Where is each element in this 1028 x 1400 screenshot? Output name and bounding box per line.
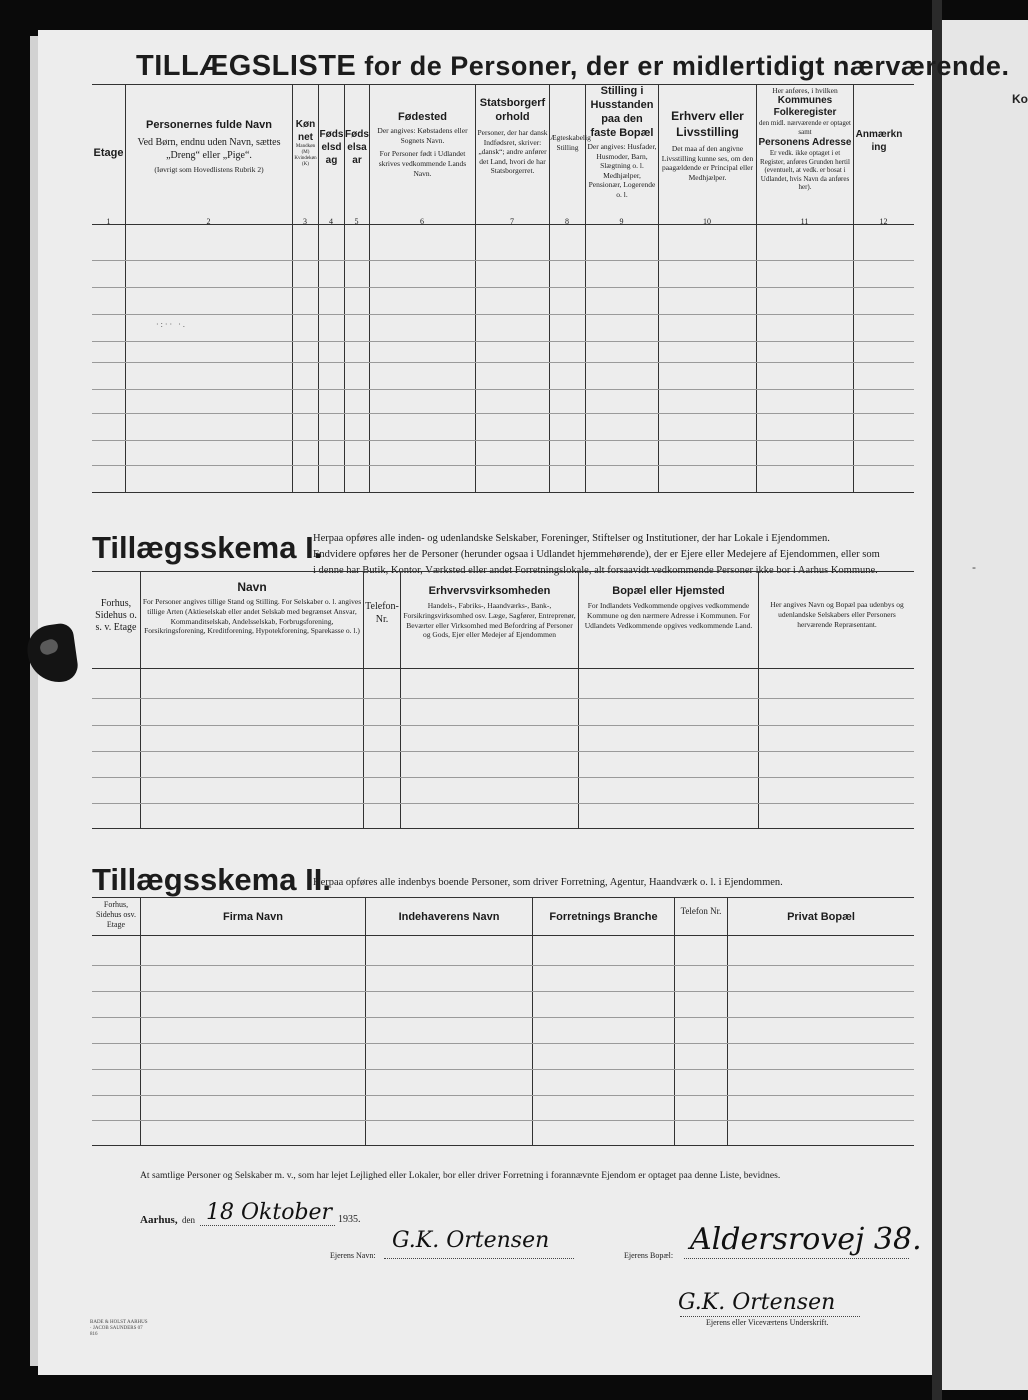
date-line [200,1225,335,1226]
col-number: 9 [619,217,624,226]
col-foedselsaar-header: Fødselsaar [345,129,369,166]
header-bottom-border [92,668,914,669]
col-stilling-header: Stilling i Husstanden paa den faste Bopæl Der angives: Husfader, Husmoder, Barn, Slægtning o. l. Medhjælper, Pensionær, Logerende o. l. [587,85,657,199]
ink-speck: ·:·· ·. [156,320,187,329]
skema1-desc-line1: Herpaa opføres alle inden- og udenlandske Selskaber, Foreninger, Stiftelser og Institutioner, der har Lokale i Ejendommen. [313,533,830,544]
row-line [92,1017,914,1018]
skema1-desc-line2: Endvidere opføres her de Personer (herunder ogsaa i Udlandet hjemmehørende), der er Ejere eller Medejere af Ejendommen, eller som [313,549,880,560]
facing-page-mark: - [972,560,976,574]
table-bottom-border [92,492,914,493]
table-top-border [92,84,914,85]
col-navn-header: Personernes fulde Navn Ved Børn, endnu uden Navn, sættes „Dreng“ eller „Pige“. (Iøvrigt som Hovedlistens Rubrik 2) [137,119,281,174]
col-number: 8 [565,217,569,226]
handwritten-owner-address: Aldersrovej 38. [690,1222,922,1257]
printer-imprint: BADE & HOLST AARHUS · JACOB SAUNDERS 07 816 [90,1320,148,1337]
row-line [92,413,914,414]
col-koennet-header: Kønnet Mandkøn (M) Kvindekøn (K) [294,119,317,167]
col-number: 7 [510,217,514,226]
row-line [92,260,914,261]
col-branche-header: Forretnings Branche [549,911,658,923]
table-top-border [92,897,914,898]
col-repraesentant-header: Her angives Navn og Bopæl paa udenbys og udenlandske Selskabers eller Personers herværende Repræsentant. [770,600,904,629]
row-line [92,698,914,699]
col-navn-header: Navn For Personer angives tillige Stand og Stilling. For Selskaber o. l. angives tillige Arten (Aktieselskab eller andet Selskab med begrænset Ansvar, Kommanditselskab, Andelsselskab, Forbrugsforening, Forsikringsforening, Kreditforening, Hypotekforening, Sparekasse o. l.) [142,580,362,636]
row-line [92,362,914,363]
col-divider [400,571,401,828]
table-bottom-border [92,1145,914,1146]
owner-name-label: Ejerens Navn: [330,1251,376,1260]
row-line [92,440,914,441]
col-foedselsdag-header: Fødselsdag [319,129,344,166]
city-label: Aarhus, [140,1214,178,1226]
col-number: 1 [106,217,111,226]
col-divider [140,571,141,828]
col-divider [578,571,579,828]
col-divider [532,897,533,1145]
handwritten-date: 18 Oktober [206,1200,333,1225]
col-telefon-header: Telefon Nr. [680,906,722,916]
col-number: 6 [420,217,424,226]
skema2-title: Tillægsskema II. [92,862,331,897]
col-divider [475,84,476,492]
col-divider [658,84,659,492]
skema1-title: Tillægsskema I. [92,530,323,565]
row-line [92,991,914,992]
col-erhverv-header: Erhvervsvirksomheden Handels-, Fabriks-, Haandværks-, Bank-, Forsikringsvirksomhed osv. Læge, Sagfører, Entreprenør, Beværter eller Virksomhed med Befordring af Personer og Gods, Ejer eller Medejer af Ejendommen [403,585,576,640]
col-number: 12 [879,217,888,226]
col-number: 4 [329,217,333,226]
col-foedested-header: Fødested Der angives: Købstadens eller Sognets Navn. For Personer født i Udlandet skrives vedkommende Lands Navn. [377,111,468,178]
col-aegteskab-header: Ægteskabelig Stilling [550,133,591,152]
row-line [92,465,914,466]
row-line [92,1095,914,1096]
facing-page [942,20,1028,1390]
signature-line [680,1316,860,1317]
col-erhverv-header: Erhverv eller Livsstilling Det maa af den angivne Livsstilling kunne ses, om den paagældende er Principal eller Medhjælper. [661,109,754,182]
tillaegsliste-title: TILLÆGSLISTE for de Personer, der er midlertidigt nærværende. [136,50,1010,82]
table-bottom-border [92,828,914,829]
signature-label: Ejerens eller Viceværtens Underskrift. [706,1318,829,1327]
table-top-border [92,571,914,572]
row-line [92,751,914,752]
header-bottom-border [92,935,914,936]
col-divider [365,897,366,1145]
row-line [92,725,914,726]
col-number: 11 [800,217,809,226]
handwritten-signature: G.K. Ortensen [678,1290,836,1315]
col-etage-header: Etage [93,147,124,159]
attestation-statement: At samtlige Personer og Selskaber m. v., som har lejet Lejlighed eller Lokaler, bor eller driver Forretning i forannævnte Ejendom er optaget paa denne Liste, bevidnes. [140,1170,781,1181]
col-divider [140,897,141,1145]
year-label: 1935. [338,1214,361,1225]
row-line [92,389,914,390]
col-bopael-header: Bopæl eller Hjemsted For Indlandets Vedkommende opgives vedkommende Kommune og den nærmere Adresse i Kommunen. For Udlandets Vedkommende opgives vedkommende Land. [584,585,753,630]
col-anmaerkning-header: Anmærkning [855,129,903,153]
col-number: 5 [354,217,359,226]
col-number: 3 [303,217,307,226]
row-line [92,314,914,315]
owner-address-line [684,1258,909,1259]
col-telefon-header: Telefon-Nr. [365,601,399,625]
skema2-desc: Herpaa opføres alle indenbys boende Personer, som driver Forretning, Agentur, Haandværk o. l. i Ejendommen. [313,877,783,888]
col-number: 10 [703,217,711,226]
row-line [92,287,914,288]
row-line [92,1043,914,1044]
col-etage-header: Forhus, Sidehus osv. Etage [96,900,136,929]
col-divider [727,897,728,1145]
col-bopael-header: Privat Bopæl [787,911,855,923]
owner-name-line [384,1258,574,1259]
row-line [92,1069,914,1070]
skema1-desc-line3: i denne har Butik, Kontor, Værksted eller andet Forretningslokale, alt forsaavidt vedkommende Personer ikke bor i Aarhus Kommune. [313,565,878,576]
row-line [92,1120,914,1121]
book-gutter [932,0,942,1400]
row-line [92,341,914,342]
handwritten-owner-name: G.K. Ortensen [392,1228,550,1253]
col-indehaver-header: Indehaverens Navn [398,911,500,923]
col-number: 2 [206,217,211,226]
row-line [92,777,914,778]
owner-address-label: Ejerens Bopæl: [624,1251,674,1260]
col-divider [853,84,854,492]
col-divider [125,84,126,492]
facing-page-text: Ko [1012,92,1028,106]
col-divider [758,571,759,828]
col-folkeregister-header: Her anføres, i hvilken Kommunes Folkeregister den midl. nærværende er optaget samt Personens Adresse Er vedk. ikke optaget i et Register, anføres Grunden hertil (eventuelt, at vedk. er bosat i Udlandet, hvis Navn da anføres her). [758,86,852,191]
col-divider [674,897,675,1145]
col-divider [585,84,586,492]
col-etage-header: Forhus, Sidehus o. s. v. Etage [95,598,137,633]
col-divider [369,84,370,492]
col-statsborger-header: Statsborgerforhold Personer, der har dansk Indfødsret, skriver: „dansk“; andre anfører det Land, hvori de har Statsborgerret. [477,97,548,175]
col-firma-header: Firma Navn [223,911,283,923]
row-line [92,803,914,804]
row-line [92,965,914,966]
date-label: den [182,1215,195,1225]
